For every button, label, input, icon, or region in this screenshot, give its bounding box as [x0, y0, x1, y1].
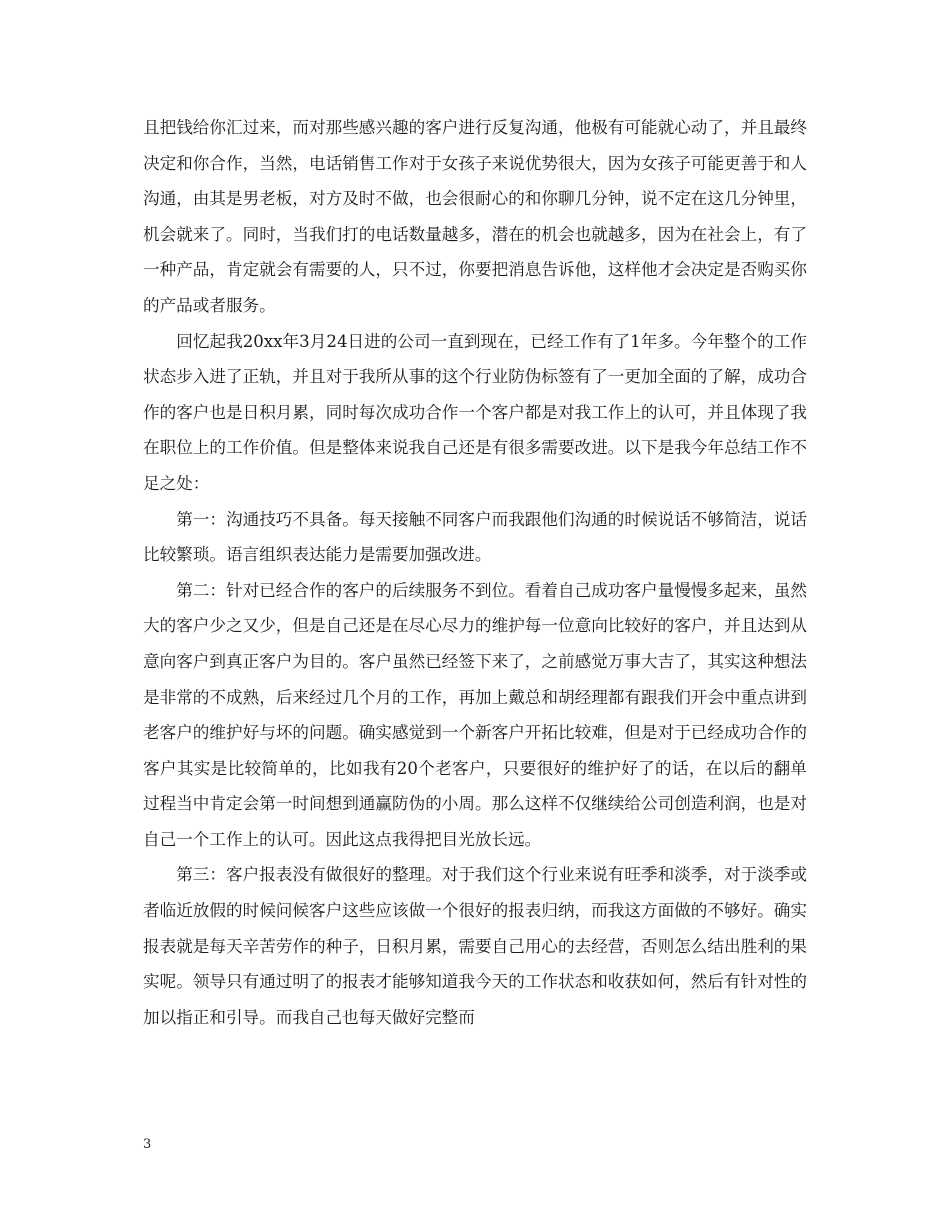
paragraph-work-review: 回忆起我20xx年3月24日进的公司一直到现在，已经工作有了1年多。今年整个的工作状态步入进了正轨，并且对于我所从事的这个行业防伪标签有了一更加全面的了解，成功合作的客户也是日积月累，同时每次成功合作一个客户都是对我工作上的认可，并且体现了我在职位上的工作价值。但是整体来说我自己还是有很多需要改进。以下是我今年总结工作不足之处：: [143, 331, 807, 493]
paragraph-point-three: 第三：客户报表没有做很好的整理。对于我们这个行业来说有旺季和淡季，对于淡季或者临近放假的时候问候客户这些应该做一个很好的报表归纳，而我这方面做的不够好。确实报表就是每天辛苦劳作的种子，日积月累，需要自己用心的去经营，否则怎么结出胜利的果实呢。领导只有通过明了的报表才能够知道我今天的工作状态和收获如何，然后有针对性的加以指正和引导。而我自己也每天做好完整而: [143, 865, 807, 1027]
paragraph-point-one: 第一：沟通技巧不具备。每天接触不同客户而我跟他们沟通的时候说话不够简洁，说话比较繁琐。语言组织表达能力是需要加强改进。: [143, 509, 807, 565]
paragraph-continuation: 且把钱给你汇过来，而对那些感兴趣的客户进行反复沟通，他极有可能就心动了，并且最终决定和你合作，当然，电话销售工作对于女孩子来说优势很大，因为女孩子可能更善于和人沟通，由其是男老板，对方及时不做，也会很耐心的和你聊几分钟，说不定在这几分钟里，机会就来了。同时，当我们打的电话数量越多，潜在的机会也就越多，因为在社会上，有了一种产品，肯定就会有需要的人，只不过，你要把消息告诉他，这样他才会决定是否购买你的产品或者服务。: [143, 118, 807, 315]
paragraph-point-two: 第二：针对已经合作的客户的后续服务不到位。看着自己成功客户量慢慢多起来，虽然大的客户少之又少，但是自己还是在尽心尽力的维护每一位意向比较好的客户，并且达到从意向客户到真正客户为目的。客户虽然已经签下来了，之前感觉万事大吉了，其实这种想法是非常的不成熟，后来经过几个月的工作，再加上戴总和胡经理都有跟我们开会中重点讲到老客户的维护好与坏的问题。确实感觉到一个新客户开拓比较难，但是对于已经成功合作的客户其实是比较简单的，比如我有20个老客户，只要很好的维护好了的话，在以后的翻单过程当中肯定会第一时间想到通赢防伪的小周。那么这样不仅继续给公司创造利润，也是对自己一个工作上的认可。因此这点我得把目光放长远。: [143, 580, 807, 849]
document-body: [143, 110, 807, 1035]
page-number: 3: [143, 1137, 152, 1152]
